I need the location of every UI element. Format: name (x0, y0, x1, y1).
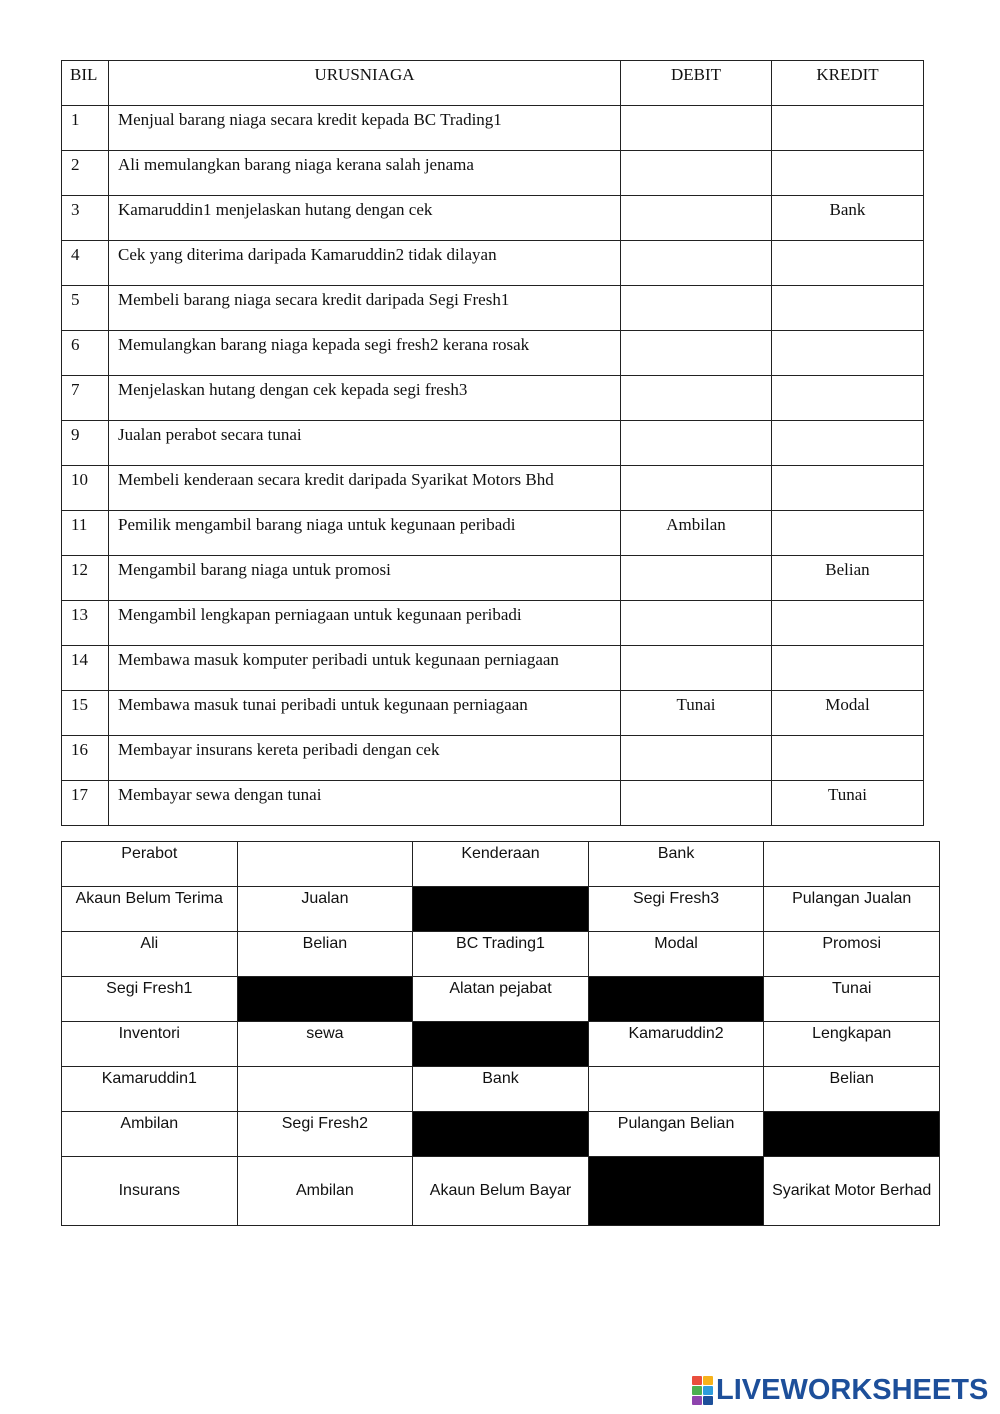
logo-square-icon (703, 1396, 713, 1405)
row-kredit-answer[interactable] (772, 646, 924, 691)
row-debit-answer[interactable] (621, 241, 772, 286)
logo-text: LIVEWORKSHEETS (716, 1373, 989, 1406)
word-bank-item[interactable]: Syarikat Motor Berhad (764, 1157, 940, 1226)
row-kredit-answer[interactable] (772, 601, 924, 646)
row-urusniaga: Membawa masuk komputer peribadi untuk kegunaan perniagaan (109, 646, 621, 691)
row-urusniaga: Memulangkan barang niaga kepada segi fresh2 kerana rosak (109, 331, 621, 376)
table-row (62, 196, 924, 241)
word-bank-filled-slot (237, 977, 413, 1022)
row-bil: 6 (62, 331, 109, 376)
logo-square-icon (692, 1386, 702, 1395)
row-bil: 12 (62, 556, 109, 601)
word-bank-item[interactable]: Belian (764, 1067, 940, 1112)
row-bil: 9 (62, 421, 109, 466)
word-bank-item[interactable]: Insurans (62, 1157, 238, 1226)
word-bank-row (62, 1112, 940, 1157)
logo-square-icon (692, 1376, 702, 1385)
word-bank-item[interactable]: Pulangan Jualan (764, 887, 940, 932)
table-row (62, 466, 924, 511)
table-row (62, 691, 924, 736)
row-debit-answer[interactable] (621, 376, 772, 421)
row-debit-answer[interactable]: Tunai (621, 691, 772, 736)
word-bank-grid (61, 841, 940, 1226)
word-bank-item[interactable]: Modal (588, 932, 764, 977)
word-bank-item[interactable]: Lengkapan (764, 1022, 940, 1067)
row-kredit-answer[interactable]: Modal (772, 691, 924, 736)
word-bank-item[interactable]: Segi Fresh3 (588, 887, 764, 932)
header-kredit: KREDIT (772, 61, 924, 106)
row-kredit-answer[interactable] (772, 511, 924, 556)
word-bank-item[interactable]: Kenderaan (413, 842, 589, 887)
row-urusniaga: Kamaruddin1 menjelaskan hutang dengan cek (109, 196, 621, 241)
row-kredit-answer[interactable] (772, 421, 924, 466)
row-kredit-answer[interactable] (772, 286, 924, 331)
word-bank-row (62, 842, 940, 887)
word-bank-filled-slot (413, 887, 589, 932)
row-urusniaga: Membayar sewa dengan tunai (109, 781, 621, 826)
row-urusniaga: Menjual barang niaga secara kredit kepada BC Trading1 (109, 106, 621, 151)
table-row (62, 601, 924, 646)
word-bank-filled-slot (413, 1112, 589, 1157)
row-debit-answer[interactable] (621, 601, 772, 646)
word-bank-item[interactable]: Perabot (62, 842, 238, 887)
word-bank-filled-slot (413, 1022, 589, 1067)
header-debit: DEBIT (621, 61, 772, 106)
word-bank-item[interactable]: Segi Fresh2 (237, 1112, 413, 1157)
row-debit-answer[interactable] (621, 736, 772, 781)
table-row (62, 736, 924, 781)
table-row (62, 151, 924, 196)
word-bank-item[interactable]: Bank (588, 842, 764, 887)
row-urusniaga: Membayar insurans kereta peribadi dengan cek (109, 736, 621, 781)
row-kredit-answer[interactable] (772, 736, 924, 781)
row-kredit-answer[interactable] (772, 466, 924, 511)
word-bank-filled-slot (588, 1157, 764, 1226)
word-bank-empty-cell (237, 1067, 413, 1112)
row-bil: 15 (62, 691, 109, 736)
row-bil: 5 (62, 286, 109, 331)
row-urusniaga: Menjelaskan hutang dengan cek kepada segi fresh3 (109, 376, 621, 421)
row-bil: 13 (62, 601, 109, 646)
row-urusniaga: Jualan perabot secara tunai (109, 421, 621, 466)
row-debit-answer[interactable] (621, 286, 772, 331)
row-debit-answer[interactable] (621, 556, 772, 601)
table-row (62, 646, 924, 691)
row-bil: 10 (62, 466, 109, 511)
row-urusniaga: Mengambil lengkapan perniagaan untuk kegunaan peribadi (109, 601, 621, 646)
word-bank-item[interactable]: Akaun Belum Bayar (413, 1157, 589, 1226)
logo-mark-icon (692, 1376, 713, 1405)
row-debit-answer[interactable] (621, 421, 772, 466)
liveworksheets-logo (692, 1374, 988, 1406)
row-kredit-answer[interactable]: Belian (772, 556, 924, 601)
word-bank-item[interactable]: Kamaruddin2 (588, 1022, 764, 1067)
word-bank-item[interactable]: Promosi (764, 932, 940, 977)
row-bil: 4 (62, 241, 109, 286)
logo-square-icon (703, 1386, 713, 1395)
table-row (62, 511, 924, 556)
word-bank-row (62, 977, 940, 1022)
word-bank-row (62, 1067, 940, 1112)
word-bank-empty-cell (764, 842, 940, 887)
row-debit-answer[interactable]: Ambilan (621, 511, 772, 556)
word-bank-item[interactable]: Akaun Belum Terima (62, 887, 238, 932)
word-bank-item[interactable]: Tunai (764, 977, 940, 1022)
row-bil: 14 (62, 646, 109, 691)
row-debit-answer[interactable] (621, 466, 772, 511)
word-bank-row (62, 1157, 940, 1226)
word-bank-row (62, 887, 940, 932)
row-urusniaga: Ali memulangkan barang niaga kerana salah jenama (109, 151, 621, 196)
row-kredit-answer[interactable]: Bank (772, 196, 924, 241)
row-debit-answer[interactable] (621, 781, 772, 826)
table-row (62, 241, 924, 286)
word-bank-item[interactable]: Pulangan Belian (588, 1112, 764, 1157)
word-bank-item[interactable]: sewa (237, 1022, 413, 1067)
word-bank-item[interactable]: Ambilan (62, 1112, 238, 1157)
row-bil: 16 (62, 736, 109, 781)
row-urusniaga: Mengambil barang niaga untuk promosi (109, 556, 621, 601)
row-debit-answer[interactable] (621, 331, 772, 376)
word-bank-item[interactable]: BC Trading1 (413, 932, 589, 977)
word-bank-item[interactable]: Belian (237, 932, 413, 977)
word-bank-row (62, 932, 940, 977)
logo-square-icon (692, 1396, 702, 1405)
word-bank-empty-cell (588, 1067, 764, 1112)
table-row (62, 556, 924, 601)
row-debit-answer[interactable] (621, 196, 772, 241)
row-kredit-answer[interactable] (772, 331, 924, 376)
row-urusniaga: Cek yang diterima daripada Kamaruddin2 tidak dilayan (109, 241, 621, 286)
word-bank-item[interactable]: Bank (413, 1067, 589, 1112)
row-debit-answer[interactable] (621, 106, 772, 151)
row-debit-answer[interactable] (621, 646, 772, 691)
header-urusniaga: URUSNIAGA (109, 61, 621, 106)
word-bank-empty-cell (237, 842, 413, 887)
row-urusniaga: Membeli kenderaan secara kredit daripada Syarikat Motors Bhd (109, 466, 621, 511)
header-row (62, 61, 924, 106)
word-bank-filled-slot (764, 1112, 940, 1157)
table-row (62, 781, 924, 826)
row-bil: 17 (62, 781, 109, 826)
word-bank-item[interactable]: Segi Fresh1 (62, 977, 238, 1022)
word-bank-item[interactable]: Ali (62, 932, 238, 977)
word-bank-item[interactable]: Jualan (237, 887, 413, 932)
row-bil: 11 (62, 511, 109, 556)
row-kredit-answer[interactable] (772, 376, 924, 421)
word-bank-filled-slot (588, 977, 764, 1022)
row-urusniaga: Pemilik mengambil barang niaga untuk kegunaan peribadi (109, 511, 621, 556)
row-urusniaga: Membeli barang niaga secara kredit daripada Segi Fresh1 (109, 286, 621, 331)
row-bil: 2 (62, 151, 109, 196)
logo-square-icon (703, 1376, 713, 1385)
table-row (62, 331, 924, 376)
row-urusniaga: Membawa masuk tunai peribadi untuk kegunaan perniagaan (109, 691, 621, 736)
word-bank-row (62, 1022, 940, 1067)
word-bank-item[interactable]: Ambilan (237, 1157, 413, 1226)
row-bil: 3 (62, 196, 109, 241)
row-kredit-answer[interactable]: Tunai (772, 781, 924, 826)
row-debit-answer[interactable] (621, 151, 772, 196)
word-bank-item[interactable]: Alatan pejabat (413, 977, 589, 1022)
table-row (62, 421, 924, 466)
row-bil: 7 (62, 376, 109, 421)
word-bank-item[interactable]: Kamaruddin1 (62, 1067, 238, 1112)
word-bank-item[interactable]: Inventori (62, 1022, 238, 1067)
header-bil: BIL (62, 61, 109, 106)
row-kredit-answer[interactable] (772, 151, 924, 196)
transactions-table (61, 60, 924, 826)
table-row (62, 286, 924, 331)
table-row (62, 376, 924, 421)
table-row (62, 106, 924, 151)
row-kredit-answer[interactable] (772, 106, 924, 151)
row-kredit-answer[interactable] (772, 241, 924, 286)
row-bil: 1 (62, 106, 109, 151)
